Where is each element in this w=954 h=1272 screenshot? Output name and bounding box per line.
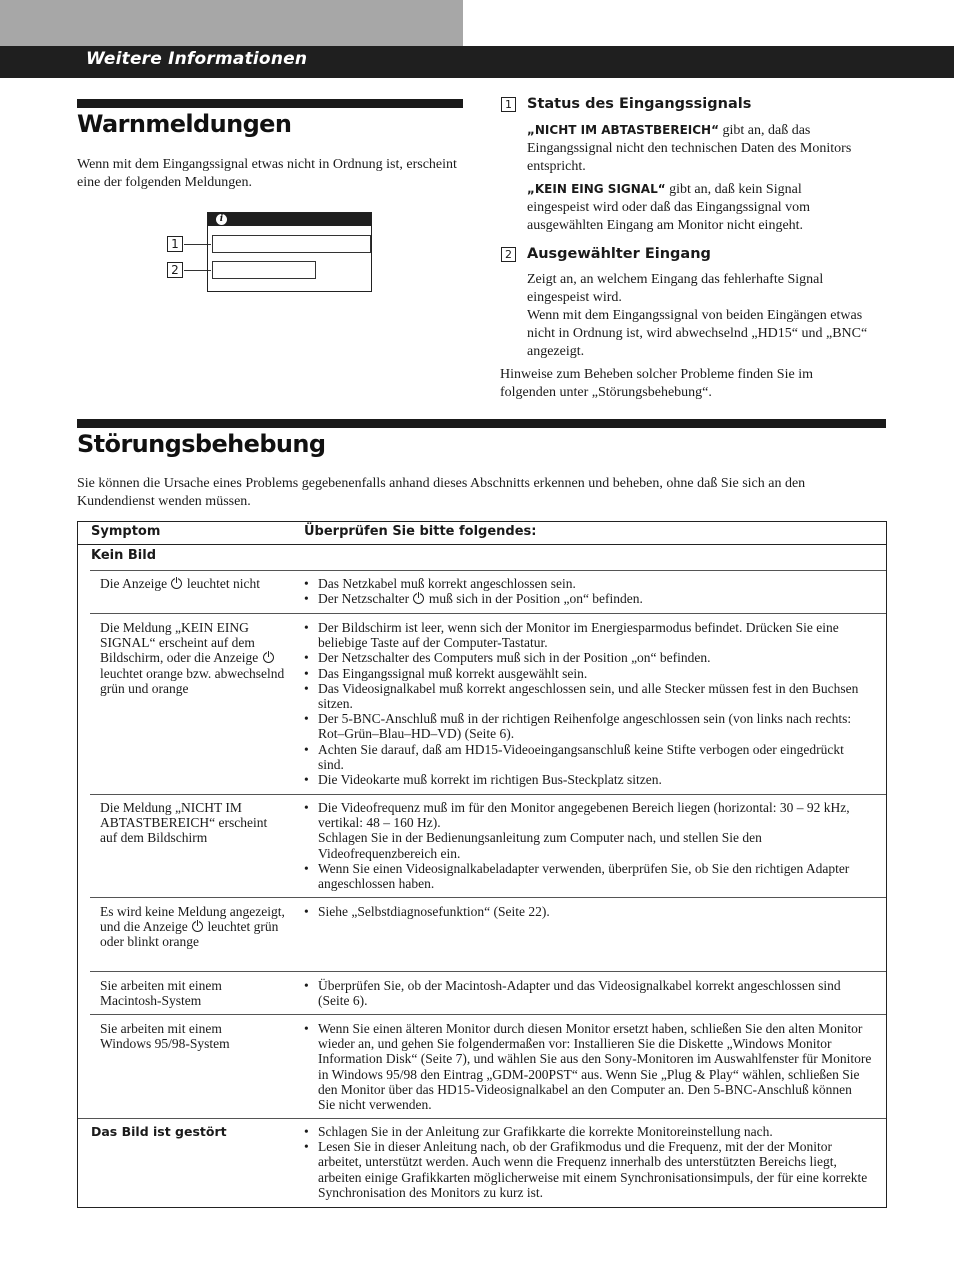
check-item: • Wenn Sie einen älteren Monitor durch diesen Monitor ersetzt haben, schließen Sie den alten Monitor wieder an, und gehen Sie folgendermaßen vor: Installieren Sie die Diskette „Windows Monitor Information Disk“ (Seite 7), und wählen Sie aus den Sony-Monitoren im Auswahlfenster für Monitore in Windows 95/98 den Eintrag „GDM-200PST“ aus. Wenn Sie „Plug & Play“ wählen, schließen Sie den Monitor über das HD15-Videosignalkabel an den Computer an. Den 5-BNC-Anschluß können Sie nicht verwenden. (304, 1021, 872, 1112)
symptom-row-2-text-b: leuchtet orange bzw. abwechselnd grün und orange (100, 665, 285, 696)
section-picture-disturbed: Das Bild ist gestört (91, 1124, 227, 1139)
item-1-message-1 (527, 121, 857, 176)
power-icon (263, 652, 274, 663)
check-item: • Achten Sie darauf, daß am HD15-Videoeingangsanschluß keine Stifte verbogen oder eingedrückt sind. (304, 742, 872, 772)
msg-label-no-signal: „KEIN EING SIGNAL“ (527, 182, 666, 196)
power-icon (171, 578, 182, 589)
check-item: • Der Netzschalter des Computers muß sich in der Position „on“ befinden. (304, 650, 872, 665)
troubleshooting-table (77, 521, 887, 1208)
check-item-text-b: Schlagen Sie in der Bedienungsanleitung zum Computer nach, und stellen Sie den Videofrequenzbereich ein. (318, 830, 762, 861)
checks-row-3 (304, 800, 872, 891)
item-1-message-2 (527, 180, 857, 235)
osd-selected-input-field (212, 261, 316, 279)
row-divider (90, 971, 886, 972)
checks-row-7 (304, 1124, 872, 1200)
callout-1: 1 (167, 236, 183, 252)
power-icon (192, 921, 203, 932)
check-item: • Die Videokarte muß korrekt im richtigen Bus-Steckplatz sitzen. (304, 772, 872, 787)
warn-title: Warnmeldungen (77, 110, 292, 138)
symptom-row-1-text-b: leuchtet nicht (186, 576, 260, 591)
warn-footer: Hinweise zum Beheben solcher Probleme finden Sie im folgenden unter „Störungsbehebung“. (500, 367, 813, 400)
section-divider (78, 1118, 886, 1119)
warn-rule (77, 99, 463, 108)
check-item: • Das Eingangssignal muß korrekt ausgewählt sein. (304, 666, 872, 681)
row-divider (90, 613, 886, 614)
checks-row-1 (304, 576, 872, 606)
item-2-text-2: Wenn mit dem Eingangssignal von beiden Eingängen etwas nicht in Ordnung ist, wird abwechselnd „HD15“ und „BNC“ angezeigt. (527, 308, 868, 359)
row-divider (90, 897, 886, 898)
item-2-title: Ausgewählter Eingang (527, 246, 711, 262)
symptom-row-2 (100, 620, 288, 696)
check-item-text-b: muß sich in der Position „on“ befinden. (428, 591, 643, 607)
symptom-row-4 (100, 904, 285, 950)
check-item (304, 800, 872, 861)
header-divider (78, 544, 886, 545)
checks-row-2 (304, 620, 872, 787)
checks-row-5 (304, 978, 872, 1008)
item-1-number: 1 (501, 97, 516, 112)
check-item-text-a: Die Videofrequenz muß im für den Monitor angegebenen Bereich liegen (horizontal: 30 – 92 kHz, vertikal: 48 – 160 Hz). (318, 800, 850, 831)
check-item: • Siehe „Selbstdiagnosefunktion“ (Seite 22). (304, 904, 872, 919)
symptom-row-4-text-b: leuchtet grün oder blinkt orange (100, 919, 279, 950)
section-header-title: Weitere Informationen (86, 49, 308, 69)
msg-text-out-of-range: gibt an, daß das Eingangssignal nicht den technischen Daten des Monitors entspricht. (527, 123, 852, 174)
checks-row-6 (304, 1021, 872, 1112)
check-item: • Das Videosignalkabel muß korrekt angeschlossen sein, und alle Stecker müssen fest in den Buchsen sitzen. (304, 681, 872, 711)
msg-text-no-signal: gibt an, daß kein Signal eingespeist wird oder daß das Eingangssignal vom ausgewählten Eingang am Monitor nicht eingeht. (527, 182, 811, 233)
row-divider (90, 794, 886, 795)
checks-row-4 (304, 904, 872, 919)
symptom-row-4-text-a: Es wird keine Meldung angezeigt, und die Anzeige (100, 904, 285, 935)
section-no-picture: Kein Bild (91, 548, 157, 563)
check-item-text-a: Der Netzschalter (318, 591, 410, 607)
item-2-text-1: Zeigt an, an welchem Eingang das fehlerhafte Signal eingespeist wird. (527, 272, 824, 305)
symptom-row-1-text-a: Die Anzeige (100, 576, 168, 591)
check-item: • Lesen Sie in dieser Anleitung nach, ob der Grafikmodus und die Frequenz, mit der der Monitor arbeitet, unterstützt werden. Auch wenn die Frequenz innerhalb des unterstützten Bereichs liegt, arbeiten einige Grafikkarten möglicherweise mit einem Synchronisationsimpuls, der für eine korrekte Synchronisation des Monitors zu kurz ist. (304, 1139, 872, 1200)
symptom-row-1 (100, 576, 288, 591)
trouble-rule (77, 419, 886, 428)
check-item: • Überprüfen Sie, ob der Macintosh-Adapter und das Videosignalkabel korrekt angeschlossen sind (Seite 6). (304, 978, 872, 1008)
warn-intro: Wenn mit dem Eingangssignal etwas nicht in Ordnung ist, erscheint eine der folgenden Meldungen. (77, 157, 457, 190)
item-1-title: Status des Eingangssignals (527, 96, 752, 112)
check-item (304, 591, 872, 606)
osd-signal-status-field (212, 235, 371, 253)
check-item: • Wenn Sie einen Videosignalkabeladapter verwenden, überprüfen Sie, ob Sie den richtigen Adapter angeschlossen haben. (304, 861, 872, 891)
check-item: • Der Bildschirm ist leer, wenn sich der Monitor im Energiesparmodus befindet. Drücken Sie eine beliebige Taste auf der Computer-Tastatur. (304, 620, 872, 650)
check-item: • Schlagen Sie in der Anleitung zur Grafikkarte die korrekte Monitoreinstellung nach. (304, 1124, 872, 1139)
msg-label-out-of-range: „NICHT IM ABTASTBEREICH“ (527, 123, 719, 137)
info-icon: i (216, 214, 227, 225)
col-header-symptom: Symptom (91, 524, 161, 539)
section-divider (90, 570, 886, 571)
warning-osd-diagram (207, 212, 372, 292)
symptom-row-3: Die Meldung „NICHT IM ABTASTBEREICH“ erscheint auf dem Bildschirm (100, 800, 268, 846)
item-2-number: 2 (501, 247, 516, 262)
power-icon (413, 593, 424, 604)
col-header-check: Überprüfen Sie bitte folgendes: (304, 524, 537, 539)
symptom-row-5: Sie arbeiten mit einem Macintosh-System (100, 978, 222, 1009)
callout-2: 2 (167, 262, 183, 278)
trouble-title: Störungsbehebung (77, 430, 326, 458)
symptom-row-6: Sie arbeiten mit einem Windows 95/98-System (100, 1021, 230, 1052)
row-divider (90, 1014, 886, 1015)
osd-title-bar (208, 213, 371, 226)
check-item: • Das Netzkabel muß korrekt angeschlossen sein. (304, 576, 872, 591)
trouble-intro: Sie können die Ursache eines Problems gegebenenfalls anhand dieses Abschnitts erkennen und beheben, ohne daß Sie sich an den Kundendienst wenden müssen. (77, 476, 806, 509)
check-item: • Der 5-BNC-Anschluß muß in der richtigen Reihenfolge angeschlossen sein (von links nach rechts: Rot–Grün–Blau–HD–VD) (Seite 6). (304, 711, 872, 741)
symptom-row-2-text-a: Die Meldung „KEIN EING SIGNAL“ erscheint auf dem Bildschirm, oder die Anzeige (100, 620, 259, 666)
